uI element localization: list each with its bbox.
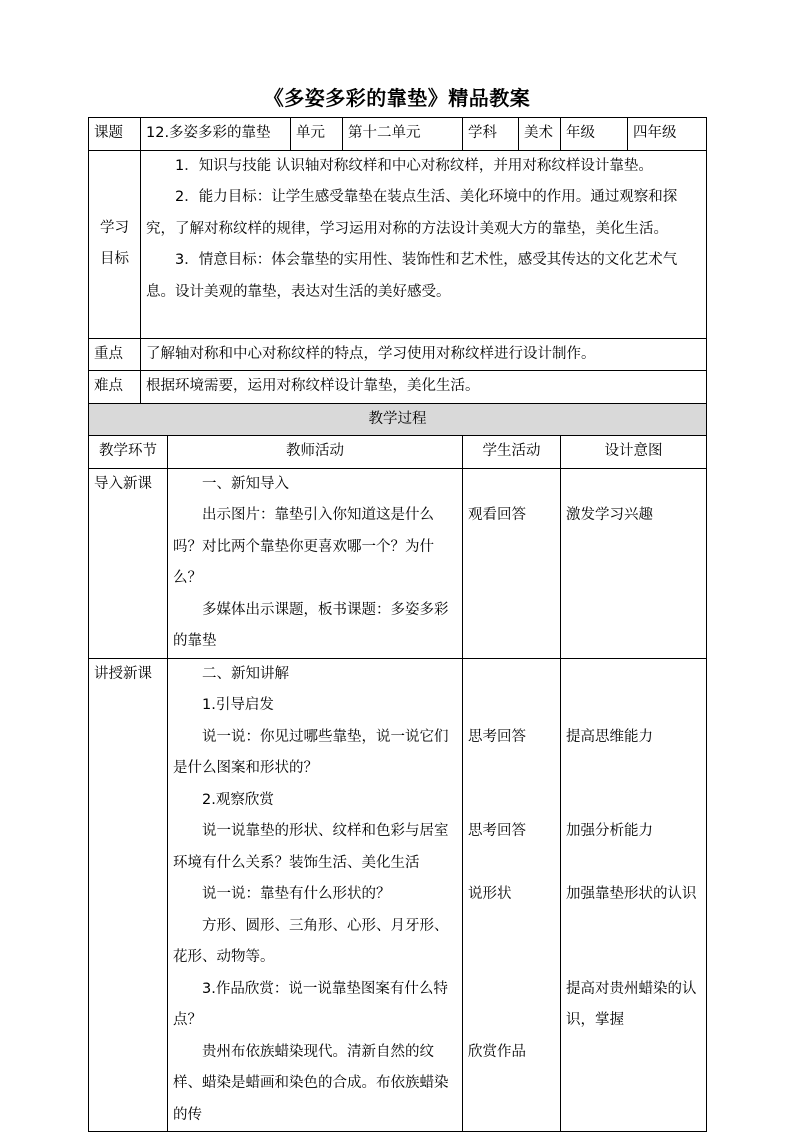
column-header-intent: 设计意图 [561, 436, 707, 469]
goals-label [89, 150, 141, 338]
process-row-intro [89, 468, 707, 658]
topic-value: 12.多姿多彩的靠垫 [141, 118, 291, 151]
goals-label-line2: 目标 [100, 251, 129, 267]
teacher-line: 说一说：靠垫有什么形状的？ [202, 886, 391, 902]
intent-line: 激发学习兴趣 [566, 507, 653, 523]
teacher-line: 多媒体出示课题，板书课题：多姿多彩的靠垫 [173, 601, 449, 649]
teacher-activity-cell [168, 658, 463, 1132]
intent-line: 加强分析能力 [566, 823, 653, 839]
stage-cell: 讲授新课 [89, 658, 168, 1132]
goals-label-line1: 学习 [100, 219, 129, 236]
lesson-plan-table [88, 117, 707, 1132]
key-point-label: 重点 [89, 338, 141, 371]
topic-label: 课题 [89, 118, 141, 151]
subject-value: 美术 [519, 118, 561, 151]
process-columns-row [89, 436, 707, 469]
student-line: 说形状 [468, 886, 512, 902]
teacher-line: 说一说：你见过哪些靠垫，说一说它们是什么图案和形状的？ [173, 728, 449, 776]
student-line: 思考回答 [468, 823, 526, 839]
intent-line: 加强靠垫形状的认识 [566, 886, 697, 902]
student-activity-cell [463, 658, 561, 1132]
teacher-line: 2.观察欣赏 [202, 791, 274, 808]
difficulty-row [89, 371, 707, 404]
grade-value: 四年级 [628, 118, 707, 151]
teacher-line: 1.引导启发 [202, 697, 274, 713]
student-activity-cell [463, 468, 561, 658]
teacher-activity-cell [168, 468, 463, 658]
grade-label: 年级 [561, 118, 628, 151]
unit-label: 单元 [291, 118, 343, 151]
intent-cell [561, 658, 707, 1132]
teacher-line: 方形、圆形、三角形、心形、月牙形、花形、动物等。 [173, 917, 449, 965]
teacher-line: 贵州布依族蜡染现代。清新自然的纹样、蜡染是蜡画和染色的合成。布依族蜡染的传 [173, 1043, 449, 1123]
teacher-line: 二、新知讲解 [202, 665, 289, 682]
unit-value: 第十二单元 [343, 118, 463, 151]
header-row [89, 118, 707, 151]
intent-cell [561, 468, 707, 658]
goal-item: 2．能力目标：让学生感受靠垫在装点生活、美化环境中的作用。通过观察和探究，了解对称纹样的规律，学习运用对称的方法设计美观大方的靠垫，美化生活。 [146, 189, 678, 237]
goals-row [89, 150, 707, 338]
goals-content [141, 150, 707, 338]
goal-item: 3．情意目标：体会靠垫的实用性、装饰性和艺术性，感受其传达的文化艺术气息。设计美观的靠垫，表达对生活的美好感受。 [146, 252, 678, 300]
student-line: 欣赏作品 [468, 1043, 526, 1060]
intent-line: 提高对贵州蜡染的认识，掌握 [566, 980, 697, 1028]
page-title: 《多姿多彩的靠垫》精品教案 [263, 86, 531, 110]
intent-line: 提高思维能力 [566, 728, 653, 745]
teacher-line: 说一说靠垫的形状、纹样和色彩与居室环境有什么关系？装饰生活、美化生活 [173, 823, 449, 871]
process-row-new-lesson [89, 658, 707, 1132]
student-line: 思考回答 [468, 728, 526, 745]
column-header-student: 学生活动 [463, 436, 561, 469]
difficulty-label: 难点 [89, 371, 141, 404]
student-line: 观看回答 [468, 507, 526, 523]
stage-cell: 导入新课 [89, 468, 168, 658]
teacher-line: 3.作品欣赏：说一说靠垫图案有什么特点？ [173, 980, 448, 1028]
difficulty-text: 根据环境需要，运用对称纹样设计靠垫，美化生活。 [141, 371, 707, 404]
process-heading-row [89, 403, 707, 436]
goal-item: 1．知识与技能 认识轴对称纹样和中心对称纹样，并用对称纹样设计靠垫。 [175, 157, 653, 174]
column-header-teacher: 教师活动 [168, 436, 463, 469]
column-header-stage: 教学环节 [89, 436, 168, 469]
subject-label: 学科 [463, 118, 519, 151]
teacher-line: 一、新知导入 [202, 475, 289, 492]
teacher-line: 出示图片：靠垫引入你知道这是什么吗？对比两个靠垫你更喜欢哪一个？为什么？ [173, 507, 434, 586]
key-point-row [89, 338, 707, 371]
key-point-text: 了解轴对称和中心对称纹样的特点，学习使用对称纹样进行设计制作。 [141, 338, 707, 371]
process-heading: 教学过程 [89, 403, 707, 436]
